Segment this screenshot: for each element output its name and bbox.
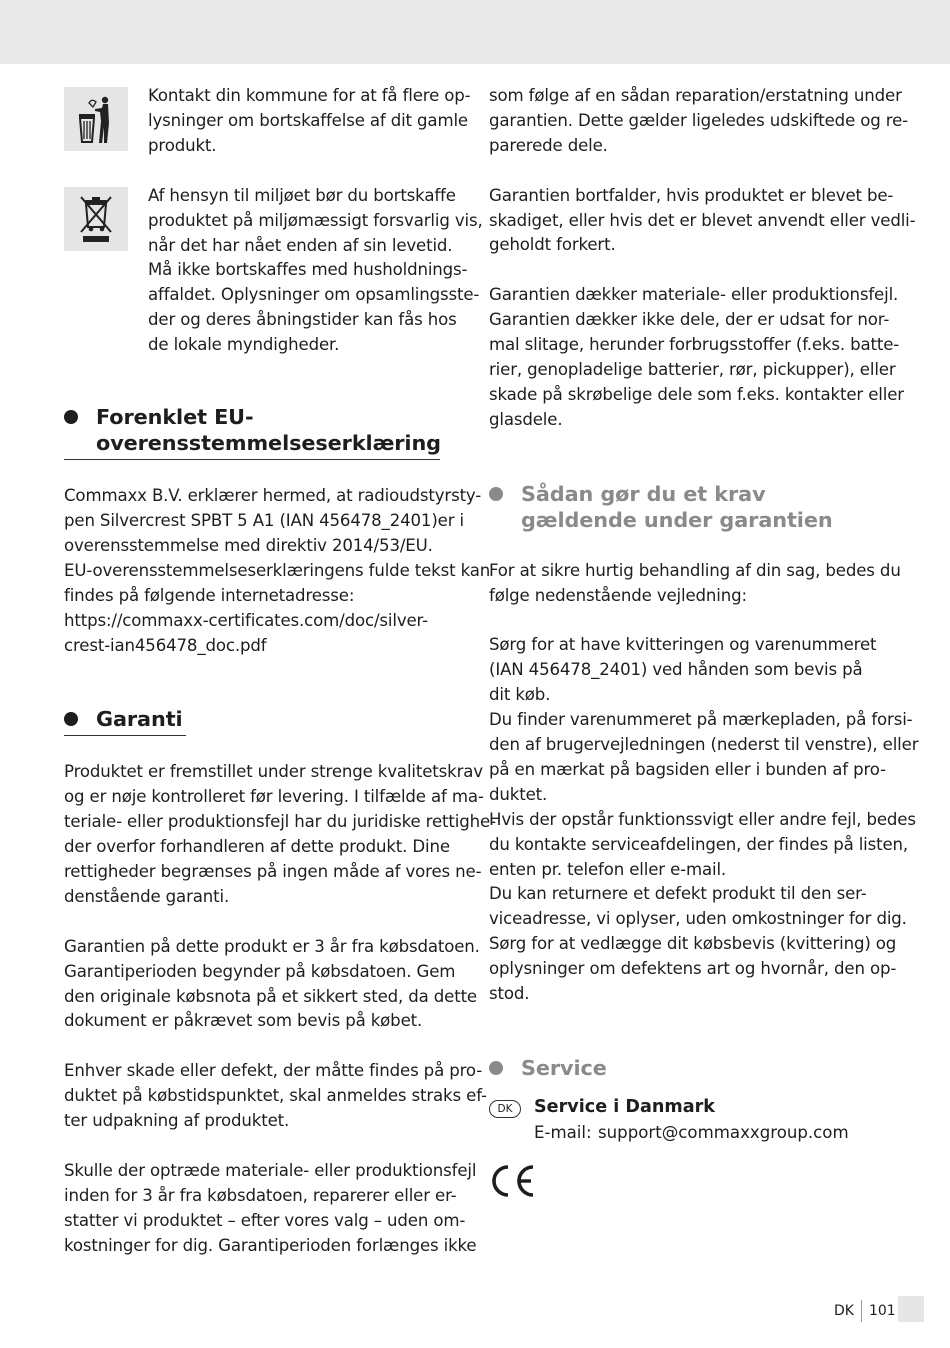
heading-line: Forenklet EU-: [96, 405, 254, 430]
text-line: oplysninger om defektens art og hvornår, den op-: [489, 959, 897, 979]
text-line: geholdt forkert.: [489, 235, 616, 255]
warranty-paragraph-4: [64, 1159, 477, 1259]
text-line: Sørg for at vedlægge dit købsbevis (kvittering) og: [489, 934, 897, 954]
text-line: teriale- eller produktionsfejl har du juridiske rettighe-: [64, 812, 496, 832]
warranty-continued-paragraph-3: [489, 283, 904, 432]
text-line: pen Silvercrest SPBT 5 A1 (IAN 456478_2401)er i: [64, 510, 464, 530]
footer-tab-marker: [898, 1296, 924, 1322]
right-column: [489, 84, 919, 1199]
bullet-icon: [489, 1061, 503, 1075]
text-line: Af hensyn til miljøet bør du bortskaffe: [148, 185, 456, 205]
text-line: Commaxx B.V. erklærer hermed, at radioudstyrsty-: [64, 486, 482, 506]
text-line: statter vi produktet – efter vores valg – uden om-: [64, 1210, 466, 1230]
text-line: dit køb.: [489, 685, 551, 705]
text-line: skadiget, eller hvis det er blevet anvendt eller vedli-: [489, 210, 916, 230]
text-line: inden for 3 år fra købsdatoen, reparerer eller er-: [64, 1185, 457, 1205]
heading-underline: [64, 459, 440, 460]
heading-line: gældende under garantien: [521, 507, 833, 532]
heading-underline: [64, 735, 186, 736]
page-footer: [834, 1300, 896, 1322]
text-line: Garantien på dette produkt er 3 år fra købsdatoen.: [64, 936, 480, 956]
warranty-heading: [64, 706, 466, 732]
text-line: Enhver skade eller defekt, der måtte findes på pro-: [64, 1061, 483, 1081]
text-line: som følge af en sådan reparation/erstatning under: [489, 86, 902, 105]
text-line: ter udpakning af produktet.: [64, 1111, 290, 1131]
text-line: Produktet er fremstillet under strenge kvalitetskrav: [64, 762, 483, 782]
certificate-url: crest-ian456478_doc.pdf: [64, 635, 267, 655]
top-bar: [0, 0, 950, 64]
footer-country: DK: [834, 1303, 854, 1319]
text-line: kostninger for dig. Garantiperioden forlænges ikke: [64, 1235, 477, 1255]
text-line: enten pr. telefon eller e-mail.: [489, 859, 727, 879]
text-line: Kontakt din kommune for at få flere op-: [148, 86, 471, 105]
service-heading: [489, 1055, 894, 1081]
text-line: produkt.: [148, 135, 217, 155]
text-line: på en mærkat på bagsiden eller i bunden af pro-: [489, 759, 886, 779]
warranty-paragraph-3: [64, 1059, 487, 1134]
text-line: du kontakte serviceafdelingen, der findes på listen,: [489, 834, 909, 854]
bullet-icon: [489, 487, 503, 501]
heading-line: overensstemmelseserklæring: [96, 431, 441, 456]
text-line: følge nedenstående vejledning:: [489, 585, 747, 605]
text-line: denstående garanti.: [64, 886, 230, 906]
text-line: EU-overensstemmelseserklæringens fulde tekst kan: [64, 560, 491, 580]
text-line: garantien. Dette gælder ligeledes udskiftede og re-: [489, 110, 908, 130]
text-line: Garantien dækker ikke dele, der er udsat for nor-: [489, 310, 890, 330]
text-line: Skulle der optræde materiale- eller produktionsfejl: [64, 1160, 477, 1180]
bullet-icon: [64, 410, 78, 424]
ce-mark-icon: [489, 1163, 535, 1199]
text-line: duktet.: [489, 784, 548, 804]
weee-text: [148, 184, 483, 358]
claim-paragraph-2: [489, 633, 919, 1007]
text-line: Du kan returnere et defekt produkt til den ser-: [489, 884, 867, 904]
text-line: parerede dele.: [489, 135, 608, 155]
text-line: duktet på købstidspunktet, skal anmeldes straks ef-: [64, 1086, 487, 1106]
text-line: Må ikke bortskaffes med husholdnings-: [148, 260, 468, 280]
heading-line: Sådan gør du et krav: [521, 481, 766, 506]
warranty-paragraph-2: [64, 935, 480, 1035]
text-line: rier, genopladelige batterier, rør, pickupper), eller: [489, 359, 896, 379]
eu-heading: [64, 404, 466, 456]
eu-body: [64, 484, 491, 658]
trash-disposal-block: [64, 84, 471, 159]
heading-line: Service: [521, 1055, 607, 1080]
text-line: findes på følgende internetadresse:: [64, 585, 355, 605]
text-line: skade på skrøbelige dele som f.eks. kontakter eller: [489, 384, 904, 404]
text-line: Garantiperioden begynder på købsdatoen. Gem: [64, 961, 456, 981]
trash-disposal-text: [148, 84, 471, 159]
weee-block: [64, 184, 483, 358]
page-number: 101: [868, 1303, 896, 1319]
text-line: der overfor forhandleren af dette produkt. Dine: [64, 837, 450, 857]
text-line: lysninger om bortskaffelse af dit gamle: [148, 110, 468, 130]
claim-paragraph-1: [489, 559, 901, 609]
weee-crossed-bin-icon: [64, 187, 128, 251]
text-line: når det har nået enden af sin levetid.: [148, 235, 453, 255]
warranty-continued-paragraph-1: [489, 84, 908, 159]
email-address[interactable]: support@commaxxgroup.com: [598, 1122, 849, 1142]
text-line: der og deres åbningstider kan fås hos: [148, 310, 457, 330]
claim-section: [489, 481, 919, 1007]
email-label: E-mail:: [534, 1122, 592, 1142]
text-line: Sørg for at have kvitteringen og varenummeret: [489, 635, 877, 655]
text-line: og er nøje kontrolleret før levering. I tilfælde af ma-: [64, 787, 484, 807]
certificate-url: https://commaxx-certificates.com/doc/silver-: [64, 610, 429, 630]
text-line: glasdele.: [489, 409, 563, 429]
text-line: stod.: [489, 984, 530, 1004]
text-line: overensstemmelse med direktiv 2014/53/EU.: [64, 535, 433, 555]
eu-section: [64, 404, 491, 658]
claim-heading: [489, 481, 894, 533]
text-line: produktet på miljømæssigt forsvarlig vis,: [148, 210, 483, 230]
service-title: Service i Danmark: [534, 1096, 716, 1117]
service-email-line: [534, 1120, 894, 1145]
text-line: viceadresse, vi oplyser, uden omkostninger for dig.: [489, 909, 907, 929]
bullet-icon: [64, 712, 78, 726]
text-line: mal slitage, herunder forbrugsstoffer (f.eks. batte-: [489, 335, 900, 355]
trash-disposal-icon: [64, 87, 128, 151]
left-column: [64, 84, 496, 1258]
text-line: dokument er påkrævet som bevis på købet.: [64, 1011, 423, 1031]
text-line: Garantien dækker materiale- eller produktionsfejl.: [489, 285, 899, 305]
text-line: de lokale myndigheder.: [148, 335, 340, 355]
heading-line: Garanti: [96, 707, 183, 732]
warranty-continued-paragraph-2: [489, 184, 916, 259]
country-badge: DK: [489, 1100, 521, 1118]
text-line: Hvis der opstår funktionssvigt eller andre fejl, bedes: [489, 809, 916, 829]
text-line: (IAN 456478_2401) ved hånden som bevis på: [489, 660, 863, 680]
service-section: [489, 1055, 894, 1199]
text-line: For at sikre hurtig behandling af din sag, bedes du: [489, 560, 901, 580]
warranty-paragraph-1: [64, 760, 496, 909]
footer-divider: [861, 1300, 862, 1322]
warranty-section: [64, 706, 496, 1258]
text-line: den af brugervejledningen (nederst til venstre), eller: [489, 734, 919, 754]
text-line: den originale købsnota på et sikkert sted, da dette: [64, 986, 477, 1006]
text-line: Garantien bortfalder, hvis produktet er blevet be-: [489, 185, 894, 205]
text-line: affaldet. Oplysninger om opsamlingsste-: [148, 285, 480, 305]
text-line: rettigheder begrænses på ingen måde af vores ne-: [64, 862, 482, 882]
service-denmark: [489, 1095, 894, 1145]
text-line: Du finder varenummeret på mærkepladen, på forsi-: [489, 710, 913, 730]
